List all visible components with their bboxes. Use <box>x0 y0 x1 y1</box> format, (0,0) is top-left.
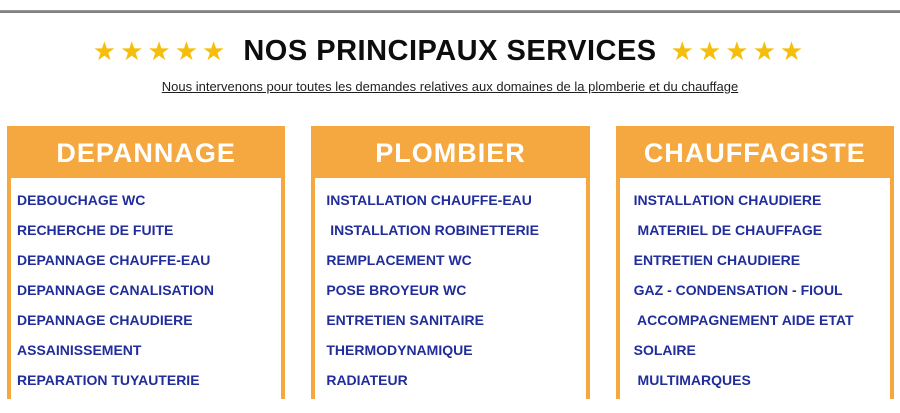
card-plombier <box>311 126 589 399</box>
service-item-accompagnement-aide-etat[interactable]: ACCOMPAGNEMENT AIDE ETAT <box>633 312 854 328</box>
service-item-remplacement-wc[interactable]: REMPLACEMENT WC <box>326 252 472 268</box>
service-item-thermodynamique[interactable]: THERMODYNAMIQUE <box>326 342 473 358</box>
service-item-gaz-condensation-fioul[interactable]: GAZ - CONDENSATION - FIOUL <box>633 282 843 298</box>
service-item-solaire[interactable]: SOLAIRE <box>633 342 696 358</box>
top-divider <box>0 10 900 13</box>
service-item-installation-chauffe-eau[interactable]: INSTALLATION CHAUFFE-EAU <box>326 192 532 208</box>
card-chauffagiste <box>616 126 894 399</box>
card-body-plombier <box>315 178 585 399</box>
card-header-depannage: DEPANNAGE <box>11 130 281 178</box>
card-header-chauffagiste: CHAUFFAGISTE <box>620 130 890 178</box>
service-item-multimarques[interactable]: MULTIMARQUES <box>633 372 751 388</box>
service-item-pose-broyeur-wc[interactable]: POSE BROYEUR WC <box>326 282 467 298</box>
service-item-depannage-chauffe-eau[interactable]: DEPANNAGE CHAUFFE-EAU <box>17 252 211 268</box>
service-item-reparation-tuyauterie[interactable]: REPARATION TUYAUTERIE <box>17 372 200 388</box>
card-depannage <box>7 126 285 399</box>
subtitle-row <box>0 78 900 96</box>
page-title: NOS PRINCIPAUX SERVICES <box>243 34 657 67</box>
card-body-chauffagiste <box>620 178 890 399</box>
service-item-recherche-de-fuite[interactable]: RECHERCHE DE FUITE <box>17 222 174 238</box>
service-item-debouchage-wc[interactable]: DEBOUCHAGE WC <box>17 192 146 208</box>
service-item-entretien-sanitaire[interactable]: ENTRETIEN SANITAIRE <box>326 312 484 328</box>
card-body-depannage <box>11 178 281 399</box>
title-row <box>0 31 900 71</box>
service-columns <box>7 126 894 399</box>
service-item-depannage-chaudiere[interactable]: DEPANNAGE CHAUDIERE <box>17 312 193 328</box>
service-item-radiateur[interactable]: RADIATEUR <box>326 372 408 388</box>
service-item-entretien-chaudiere[interactable]: ENTRETIEN CHAUDIERE <box>633 252 801 268</box>
service-item-depannage-canalisation[interactable]: DEPANNAGE CANALISATION <box>17 282 215 298</box>
service-item-installation-robinetterie[interactable]: INSTALLATION ROBINETTERIE <box>326 222 539 238</box>
services-section <box>0 10 900 413</box>
service-item-materiel-de-chauffage[interactable]: MATERIEL DE CHAUFFAGE <box>633 222 823 238</box>
stars-right-icon: ★★★★★ <box>670 36 808 66</box>
stars-left-icon: ★★★★★ <box>92 36 230 66</box>
service-item-installation-chaudiere[interactable]: INSTALLATION CHAUDIERE <box>633 192 822 208</box>
service-item-assainissement[interactable]: ASSAINISSEMENT <box>17 342 142 358</box>
card-header-plombier: PLOMBIER <box>315 130 585 178</box>
page-subtitle: Nous intervenons pour toutes les demandes relatives aux domaines de la plomberie et du chauffage <box>161 79 739 94</box>
